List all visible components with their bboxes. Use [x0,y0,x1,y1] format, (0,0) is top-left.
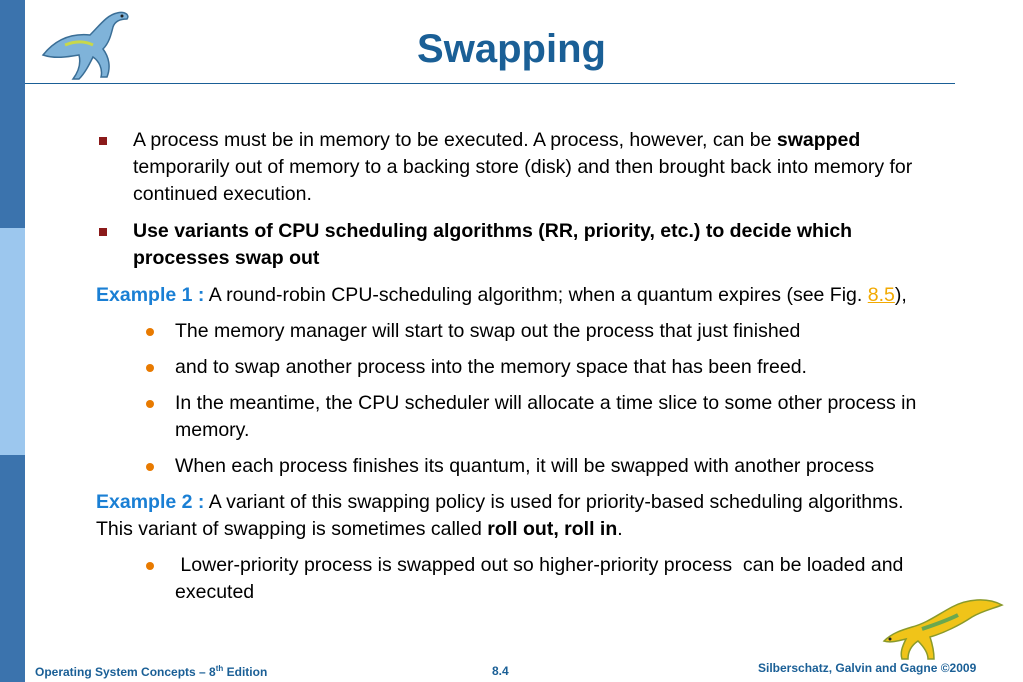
bullet-text: Use variants of CPU scheduling algorithms (RR, priority, etc.) to decide which processes swap out [133,220,853,269]
sidebar-segment-light [0,228,25,455]
dot-bullet-icon [146,364,154,372]
example-2-paragraph [96,489,941,543]
footer-title-superscript: th [215,664,224,673]
bullet-text: temporarily out of memory to a backing store (disk) and then brought back into memory for continued execution. [133,156,913,205]
sub-bullet-item [96,552,941,606]
sidebar-segment-dark [0,455,25,682]
example-2-post: . [617,518,623,540]
dot-bullet-icon [146,463,154,471]
sub-bullet-text: In the meantime, the CPU scheduler will allocate a time slice to some other process in memory. [175,392,917,441]
sub-bullet-item [96,354,941,381]
sub-bullet-text: Lower-priority process is swapped out so higher-priority process can be loaded and executed [175,554,909,603]
sub-bullet-item [96,453,941,480]
sub-bullet-item [96,318,941,345]
sub-bullet-item [96,390,941,444]
example-1-text: A round-robin CPU-scheduling algorithm; when a quantum expires (see Fig. [204,284,868,306]
bullet-item [96,127,941,208]
square-bullet-icon [99,228,107,236]
bullet-bold-term: swapped [776,129,861,151]
footer-title-edition: Edition [223,665,268,679]
dot-bullet-icon [146,562,154,570]
example-1-label: Example 1 : [96,284,205,306]
example-2-bold-term: roll out, roll in [487,518,618,540]
footer-book-title [35,664,267,679]
dinosaur-logo-icon [872,585,1012,668]
slide-title: Swapping [417,27,606,71]
bullet-item [96,218,941,272]
slide-content [96,127,941,615]
page-number: 8.4 [492,664,509,678]
example-1-paragraph [96,282,941,309]
example-1-post: ), [894,284,907,306]
figure-link[interactable]: 8.5 [867,284,895,306]
sub-bullet-text: When each process finishes its quantum, it will be swapped with another process [175,455,875,477]
square-bullet-icon [99,137,107,145]
footer-title-text: Operating System Concepts – 8 [35,665,216,679]
example-2-label: Example 2 : [96,491,205,513]
example-2-text: A variant of this swapping policy is used for priority-based scheduling algorithms. This variant of swapping is sometimes called [96,491,904,540]
sub-bullet-text: and to swap another process into the memory space that has been freed. [175,356,807,378]
bullet-text: A process must be in memory to be executed. A process, however, can be [133,129,777,151]
dot-bullet-icon [146,328,154,336]
dot-bullet-icon [146,400,154,408]
left-sidebar [0,0,25,682]
sub-bullet-text: The memory manager will start to swap out the process that just finished [175,320,801,342]
footer-authors: Silberschatz, Galvin and Gagne ©2009 [758,661,977,675]
title-divider [25,83,955,84]
